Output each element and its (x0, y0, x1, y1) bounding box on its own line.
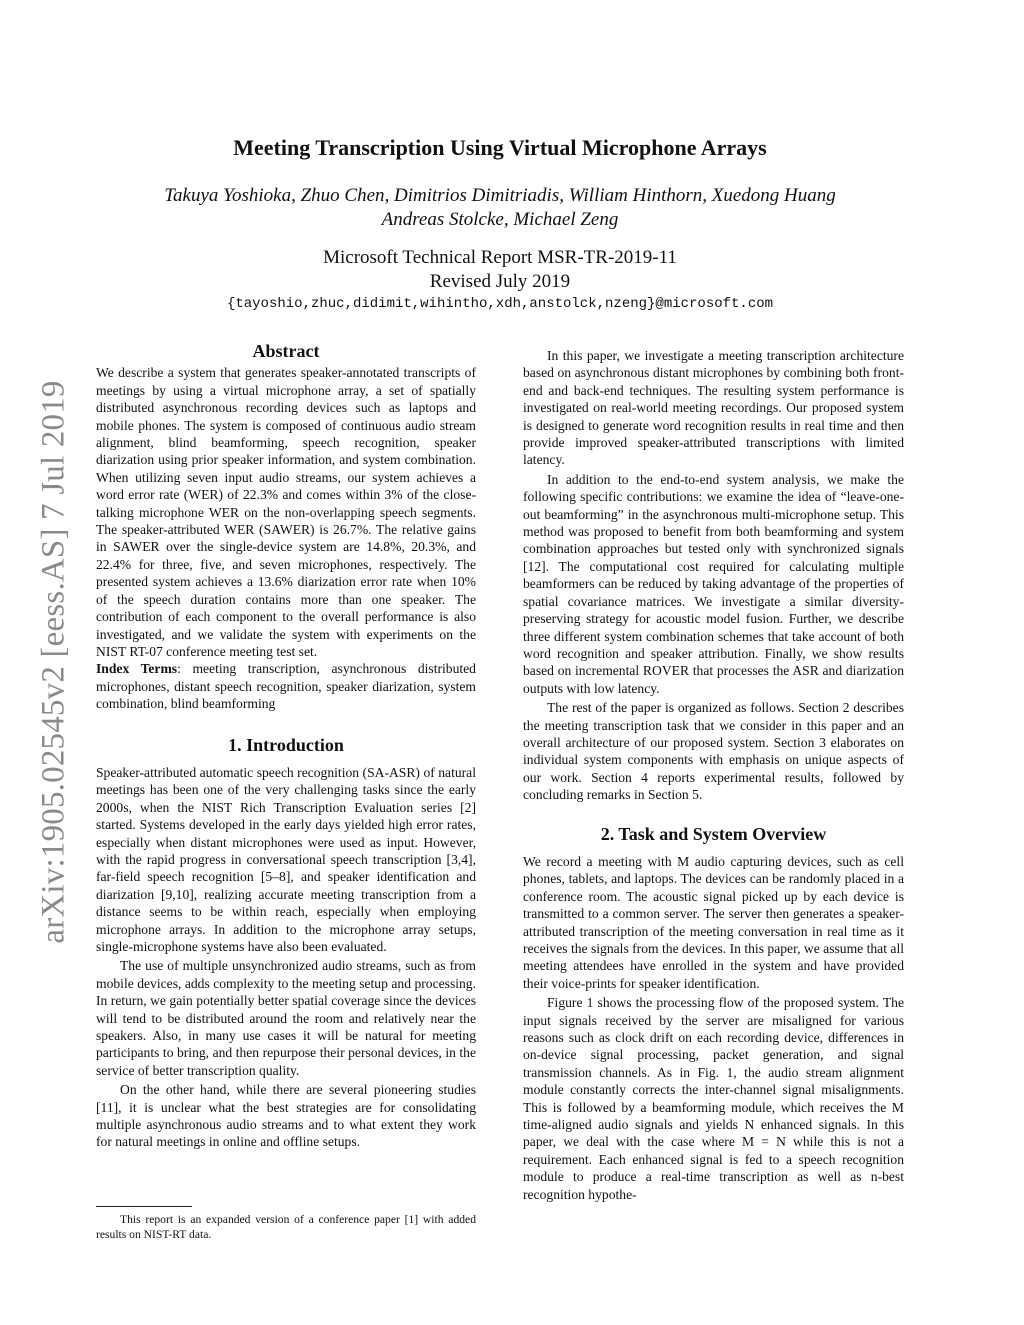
revision-date: Revised July 2019 (429, 271, 571, 292)
authors (0, 184, 1000, 232)
footnote (96, 1212, 476, 1242)
arxiv-stamp: arXiv:1905.02545v2 [eess.AS] 7 Jul 2019 (35, 380, 72, 944)
right-paragraph-3: The rest of the paper is organized as follows. Section 2 describes the meeting transcription task that we consider in this paper and an overall architecture of our proposed system. Section 3 elaborates on individual system components with emphasis on unique aspects of our work. Section 4 reports experimental results, followed by concluding remarks in Section 5. (523, 700, 904, 803)
right-column (523, 347, 904, 1203)
abstract-body: We describe a system that generates speaker-annotated transcripts of meetings by using a virtual microphone array, a set of spatially distributed asynchronous recording devices such as laptops and mobile phones. The system is composed of continuous audio stream alignment, blind beamforming, speech recognition, speaker diarization using prior speaker information, and system combination. When utilizing seven input audio streams, our system achieves a word error rate (WER) of 22.3% and comes within 3% of the close-talking microphone WER on the non-overlapping speech segments. The speaker-attributed WER (SAWER) is 26.7%. The relative gains in SAWER over the single-device system are 14.8%, 20.3%, and 22.4% for three, five, and seven microphones, respectively. The presented system achieves a 13.6% diarization error rate when 10% of the speech duration contains more than one speaker. The contribution of each component to the overall performance is also investigated, and we validate the system with experiments on the NIST RT-07 conference meeting test set. (96, 365, 476, 659)
index-terms-label: Index Terms (96, 661, 178, 677)
intro-heading: 1. Introduction (228, 734, 344, 755)
intro-paragraph-2: The use of multiple unsynchronized audio streams, such as from mobile devices, adds complexity to the meeting setup and processing. In return, we gain potentially better spatial coverage since the devices will tend to be distributed around the room and relatively near the speakers. Also, in many use cases it will be natural for meeting participants to bring, and then repurpose their personal devices, in the service of better transcription quality. (96, 958, 476, 1078)
left-column (96, 343, 476, 1151)
index-terms-text: : meeting transcription, asynchronous distributed microphones, distant speech recognition, speaker diarization, system combination, blind beamforming (96, 661, 476, 712)
task-paragraph-2: Figure 1 shows the processing flow of the proposed system. The input signals received by the server are misaligned for various reasons such as clock drift on each recording device, differences in on-device signal processing, packet generation, and signal transmission channels. As in Fig. 1, the audio stream alignment module constantly corrects the inter-channel signal misalignments. This is followed by a beamforming module, which receives the M time-aligned audio signals and yields N enhanced signals. In this paper, we deal with the case where M = N while this is not a requirement. Each enhanced signal is fed to a speech recognition module to produce a real-time transcription as well as n-best recognition hypothe- (523, 995, 904, 1202)
intro-paragraph-1: Speaker-attributed automatic speech recognition (SA-ASR) of natural meetings has been one of the very challenging tasks since the early 2000s, when the NIST Rich Transcription Evaluation series [2] started. Systems developed in the early days yielded high error rates, especially when distant microphones were used as input. However, with the rapid progress in conversational speech transcription [3,4], far-field speech recognition [5–8], and speaker identification and diarization [9,10], realizing accurate meeting transcription from a distance seems to be within reach, especially when employing microphone arrays. In addition to the microphone array setups, single-microphone systems have also been evaluated. (96, 764, 476, 954)
authors-line-1: Takuya Yoshioka, Zhuo Chen, Dimitrios Dimitriadis, William Hinthorn, Xuedong Huang (164, 185, 836, 206)
footnote-rule (96, 1206, 192, 1207)
right-paragraph-2: In addition to the end-to-end system analysis, we make the following specific contributions: we examine the idea of “leave-one-out beamforming” in the asynchronous multi-microphone setup. This method was proposed to benefit from both beamforming and system combination approaches but tested only with synchronized signals [12]. The computational cost required for calculating multiple beamformers can be reduced by taking advantage of the properties of spatial covariance matrices. We investigate a similar diversity-preserving strategy for acoustic model fusion. Further, we describe three different system combination schemes that take account of both word recognition and speaker attribution. Finally, we show results based on incremental ROVER that processes the ASR and diarization outputs with low latency. (523, 471, 904, 696)
authors-line-2: Andreas Stolcke, Michael Zeng (381, 209, 619, 230)
report-info (0, 246, 1000, 294)
index-terms (96, 660, 476, 712)
task-paragraph-1: We record a meeting with M audio capturing devices, such as cell phones, tablets, and laptops. The devices can be randomly placed in a conference room. The acoustic signal picked up by each device is transmitted to a common server. The server then generates a speaker-attributed transcription of the meeting conversation in real time as it receives the signals from the devices. In this paper, we assume that all meeting attendees have enrolled in the system and have provided their voice-prints for speaker identification. (523, 853, 904, 991)
intro-paragraph-3: On the other hand, while there are several pioneering studies [11], it is unclear what the best strategies are for consolidating multiple asynchronous audio streams and to what extent they work for natural meetings in online and offline setups. (96, 1082, 476, 1150)
abstract-heading: Abstract (252, 341, 320, 361)
right-paragraph-1: In this paper, we investigate a meeting transcription architecture based on asynchronous distant microphones by combining both front-end and back-end techniques. The resulting system performance is investigated on real-world meeting recordings. Our proposed system is designed to generate word recognition results in real time and then provide improved speaker-attributed transcriptions with limited latency. (523, 348, 904, 468)
task-heading: 2. Task and System Overview (600, 823, 827, 844)
report-number: Microsoft Technical Report MSR-TR-2019-11 (323, 247, 677, 268)
paper-title: Meeting Transcription Using Virtual Microphone Arrays (233, 135, 767, 160)
footnote-text: This report is an expanded version of a conference paper [1] with added results on NIST-RT data. (96, 1213, 476, 1241)
author-emails: {tayoshio,zhuc,didimit,wihintho,xdh,anstolck,nzeng}@microsoft.com (226, 296, 774, 312)
